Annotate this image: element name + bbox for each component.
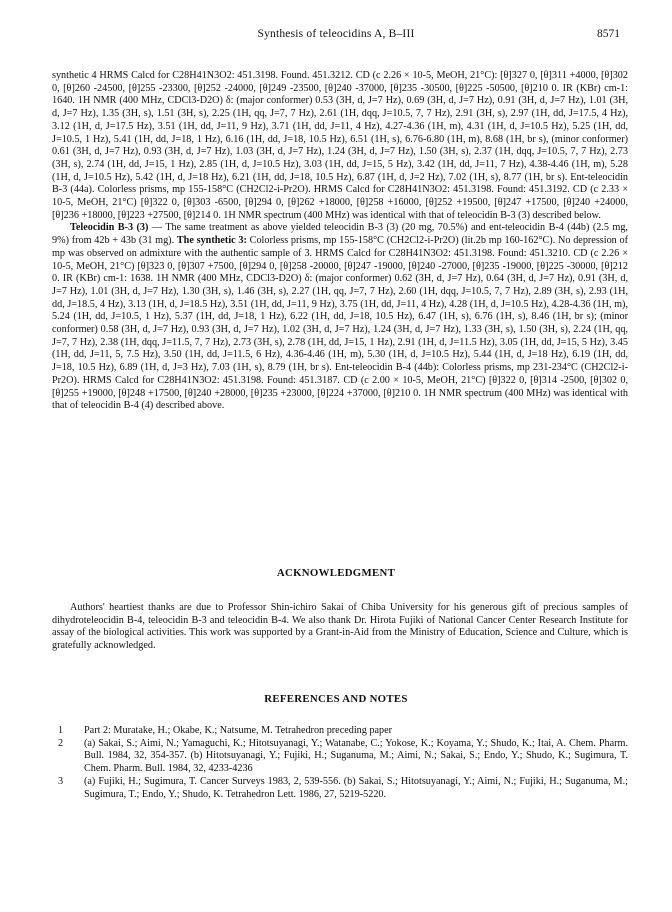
experimental-section: [52, 70, 628, 413]
running-title: Synthesis of teleocidins A, B–III: [257, 28, 415, 40]
paragraph-text: — The same treatment as above yielded teleocidin B-3 (3) (20 mg, 70.5%) and ent-teleocidin B-4 (44b) (2.5 mg, 9%) from 42b + 43b (31 mg).: [52, 222, 628, 247]
acknowledgment-text: Authors' heartiest thanks are due to Professor Shin-ichiro Sakai of Chiba University for his generous gift of precious samples of dihydroteleocidin B-4, teleocidin B-3 and teleocidin B-4. We also thank Dr. Hirota Fujiki of National Cancer Center Research Institute for assay of the biological activities. This work was supported by a Grant-in-Aid from the Ministry of Education, Science and Culture, which is gratefully acknowledged.: [52, 602, 628, 652]
reference-number: 1: [58, 725, 64, 736]
acknowledgment-heading: ACKNOWLEDGMENT: [276, 567, 396, 579]
reference-text: Part 2: Muratake, H.; Okabe, K.; Natsume, M. Tetrahedron preceding paper: [84, 725, 393, 736]
reference-text: (a) Sakai, S.; Aimi, N.; Yamaguchi, K.; Hitotsuyanagi, Y.; Watanabe, C.; Yokose, K.; Koyama, Y.; Shudo, K.; Itai, A. Chem. Pharm. Bull. 1984, 32, 354-357. (b) Hitotsuyanagi, Y.; Fujiki, H.; Suganuma, M.; Aimi, N.; Sakai, S.; Endo, Y.; Shudo, K.; Sugimura, T. Chem. Pharm. Bull. 1984, 32, 4233-4236: [84, 737, 628, 775]
paragraph-teleocidin-b3: [52, 222, 628, 413]
paragraph-text: Colorless prisms, mp 155-158°C (CH2Cl2-i-Pr2O) (lit.2b mp 160-162°C). No depression of mp was observed on admixture with the authentic sample of 3. HRMS Calcd for C28H41N3O2: 451.3198. Found: 451.3210. CD (c 2.26 × 10-5, MeOH, 21°C) [θ]323 0, [θ]307 +7500, [θ]294 0, [θ]258 -20000, [θ]247 -19000, [θ]240 -27000, [θ]235 -19000, [θ]225 -30000, [θ]212 0. IR (KBr) cm-1: 1638. 1H NMR (400 MHz, CDCl3-D2O) δ: (major conformer) 0.62 (3H, d, J=7 Hz), 0.64 (3H, d, J=7 Hz), 0.91 (3H, d, J=7 Hz), 1.01 (3H, d, J=7 Hz), 1.30 (3H, s), 1.46 (3H, s), 2.27 (1H, qq, J=7, 7 Hz), 2.60 (1H, dqq, J=10.5, 7, 7 Hz), 2.89 (3H, s), 2.93 (1H, dd, J=18.5, 4 Hz), 3.13 (1H, d, J=18.5 Hz), 3.51 (1H, dd, J=11, 9 Hz), 3.75 (1H, dd, J=11, 4 Hz), 4.28 (1H, d, J=10.5 Hz), 4.28-4.36 (1H, m), 5.24 (1H, dd, J=10.5, 1 Hz), 5.37 (1H, dd, J=18, 1 Hz), 6.22 (1H, dd, J=18, 10.5 Hz), 6.47 (1H, s), 6.76 (1H, s), 8.46 (1H, br s); (minor conformer) 0.58 (3H, d, J=7 Hz), 0.93 (3H, d, J=7 Hz), 1.02 (3H, d, J=7 Hz), 1.24 (3H, d, J=7 Hz), 1.33 (3H, s), 1.50 (3H, s), 2.24 (1H, qq, J=7, 7 Hz), 2.38 (1H, dqq, J=11.5, 7, 7 Hz), 2.73 (3H, s), 2.78 (1H, dd, J=15, 1 Hz), 2.91 (1H, d, J=11.5 Hz), 3.05 (1H, dd, J=15, 5 Hz), 3.45 (1H, dd, J=11, 5, 7.5 Hz), 3.50 (1H, dd, J=11.5, 6 Hz), 4.36-4.46 (1H, m), 5.30 (1H, d, J=10.5 Hz), 5.44 (1H, d, J=18 Hz), 6.19 (1H, dd, J=18, 10.5 Hz), 6.89 (1H, d, J=3 Hz), 7.03 (1H, s), 8.79 (1H, br s). Ent-teleocidin B-4 (44b): Colorless prisms, mp 231-234°C (CH2Cl2-i-Pr2O). HRMS Calcd for C28H41N3O2: 451.3198. Found: 451.3187. CD (c 2.00 × 10-5, MeOH, 21°C) [θ]322 0, [θ]314 -2500, [θ]302 0, [θ]255 +19000, [θ]248 +17500, [θ]240 +28000, [θ]235 +23000, [θ]224 +37000, [θ]210 0. 1H NMR spectrum (400 MHz) was identical with that of teleocidin B-4 (4) described above.: [52, 235, 629, 412]
reference-item: [52, 725, 628, 738]
reference-text: (a) Fujiki, H.; Sugimura, T. Cancer Surveys 1983, 2, 539-556. (b) Sakai, S.; Hitotsuyanagi, Y.; Aimi, N.; Fujiki, H.; Suganuma, M.; Sugimura, T.; Endo, Y.; Shudo, K. Tetrahedron Lett. 1986, 27, 5219-5220.: [84, 775, 628, 800]
reference-list: [52, 725, 628, 801]
page-number: 8571: [597, 28, 620, 40]
paragraph-synthetic-4: synthetic 4 HRMS Calcd for C28H41N3O2: 451.3198. Found. 451.3212. CD (c 2.26 × 10-5, MeOH, 21°C): [θ]327 0, [θ]311 +4000, [θ]302 0, [θ]260 -24500, [θ]255 -23300, [θ]252 -24000, [θ]249 -23500, [θ]240 -37000, [θ]235 -30500, [θ]225 -50500, [θ]210 0. IR (KBr) cm-1: 1640. 1H NMR (400 MHz, CDCl3-D2O) δ: (major conformer) 0.53 (3H, d, J=7 Hz), 0.69 (3H, d, J=7 Hz), 0.91 (3H, d, J=7 Hz), 1.01 (3H, d, J=7 Hz), 1.35 (3H, s), 1.51 (3H, s), 2.25 (1H, qq, J=7, 7 Hz), 2.61 (1H, dqq, J=10.5, 7, 7 Hz), 2.91 (3H, s), 2.97 (1H, dd, J=17.5, 4 Hz), 3.12 (1H, d, J=17.5 Hz), 3.51 (1H, dd, J=11, 9 Hz), 3.71 (1H, dd, J=11, 4 Hz), 4.27-4.36 (1H, m), 4.31 (1H, d, J=10.5 Hz), 5.25 (1H, dd, J=10.5, 1 Hz), 5.41 (1H, dd, J=18, 1 Hz), 6.16 (1H, dd, J=18, 10.5 Hz), 6.51 (1H, s), 6.76-6.80 (1H, m), 8.68 (1H, br s), (minor conformer) 0.61 (3H, d, J=7 Hz), 0.93 (3H, d, J=7 Hz), 1.03 (3H, d, J=7 Hz), 1.24 (3H, d, J=7 Hz), 1.50 (3H, s), 2.37 (1H, dqq, J=10.5, 7, 7 Hz), 2.73 (3H, s), 2.74 (1H, dd, J=15, 1 Hz), 2.85 (1H, d, J=10.5 Hz), 3.03 (1H, dd, J=15, 5 Hz), 3.42 (1H, dd, J=11, 7 Hz), 4.38-4.46 (1H, m), 5.28 (1H, d, J=10.5 Hz), 5.42 (1H, d, J=18 Hz), 6.21 (1H, dd, J=18, 10.5 Hz), 6.87 (1H, d, J=2 Hz), 7.02 (1H, s), 8.77 (1H, br s). Ent-teleocidin B-3 (44a). Colorless prisms, mp 155-158°C (CH2Cl2-i-Pr2O). HRMS Calcd for C28H41N3O2: 451.3198. Found: 451.3192. CD (c 2.33 × 10-5, MeOH, 21°C) [θ]322 0, [θ]303 -6500, [θ]294 0, [θ]262 +18000, [θ]258 +16000, [θ]252 +19500, [θ]247 +17500, [θ]240 +24000, [θ]236 +18000, [θ]223 +27500, [θ]214 0. 1H NMR spectrum (400 MHz) was identical with that of teleocidin B-3 (3) described below.: [52, 70, 628, 221]
reference-number: 3: [58, 775, 64, 787]
references-heading: REFERENCES AND NOTES: [264, 693, 408, 705]
compound-heading: Teleocidin B-3 (3): [70, 222, 149, 234]
compound-heading: The synthetic 3:: [176, 235, 247, 247]
reference-item: [52, 738, 628, 776]
reference-number: 2: [58, 737, 64, 749]
reference-item: [52, 776, 628, 801]
